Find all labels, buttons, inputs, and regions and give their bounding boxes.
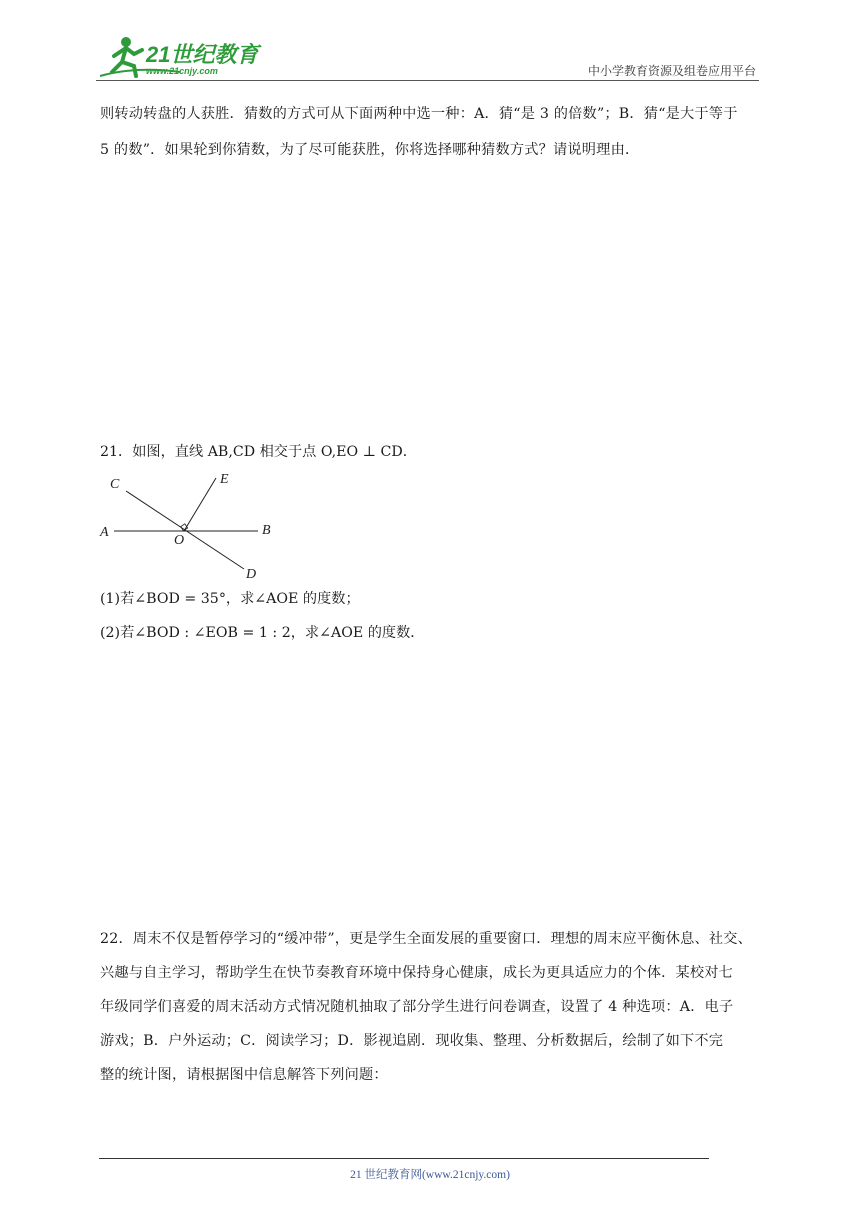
logo-url: www.21cnjy.com (146, 66, 218, 76)
label-o: O (174, 533, 185, 548)
q22-line-4: 游戏；B．户外运动；C．阅读学习；D．影视追剧．现收集、整理、分析数据后，绘制了如下不完 (100, 1033, 724, 1049)
label-c: C (110, 477, 120, 492)
q22-line-2: 兴趣与自主学习，帮助学生在快节奏教育环境中保持身心健康，成长为更具适应力的个体．某校对七 (100, 965, 734, 981)
q21-figure (96, 470, 286, 582)
q22-line-5: 整的统计图，请根据图中信息解答下列问题： (100, 1067, 388, 1083)
footer-divider (99, 1158, 709, 1159)
label-a: A (100, 525, 109, 540)
site-logo (96, 32, 266, 82)
label-e: E (220, 472, 229, 487)
header-divider (96, 80, 759, 81)
q20-line-2: 5 的数”．如果轮到你猜数，为了尽可能获胜，你将选择哪种猜数方式？请说明理由． (100, 142, 640, 158)
label-b: B (262, 523, 271, 538)
runner-logo-icon (96, 32, 266, 82)
q21-stem: 21．如图，直线 AB,CD 相交于点 O,EO ⊥ CD． (100, 444, 417, 460)
logo-text: 21世纪教育 (146, 42, 259, 67)
q22-line-3: 年级同学们喜爱的周末活动方式情况随机抽取了部分学生进行问卷调查，设置了 4 种选项：A．电子 (100, 999, 734, 1015)
q21-part-2: (2)若∠BOD : ∠EOB = 1 : 2，求∠AOE 的度数． (100, 625, 425, 641)
header-platform-text: 中小学教育资源及组卷应用平台 (587, 64, 756, 78)
label-d: D (246, 567, 257, 582)
footer-text: 21 世纪教育网(www.21cnjy.com) (350, 1169, 510, 1181)
q20-line-1: 则转动转盘的人获胜．猜数的方式可从下面两种中选一种：A．猜“是 3 的倍数”；B．猜“是大于等于 (100, 106, 738, 122)
q21-part-1: (1)若∠BOD = 35°，求∠AOE 的度数； (100, 591, 360, 607)
q22-line-1: 22．周末不仅是暂停学习的“缓冲带”，更是学生全面发展的重要窗口．理想的周末应平衡休息、社交、 (100, 931, 753, 947)
ray-oe (184, 478, 216, 531)
